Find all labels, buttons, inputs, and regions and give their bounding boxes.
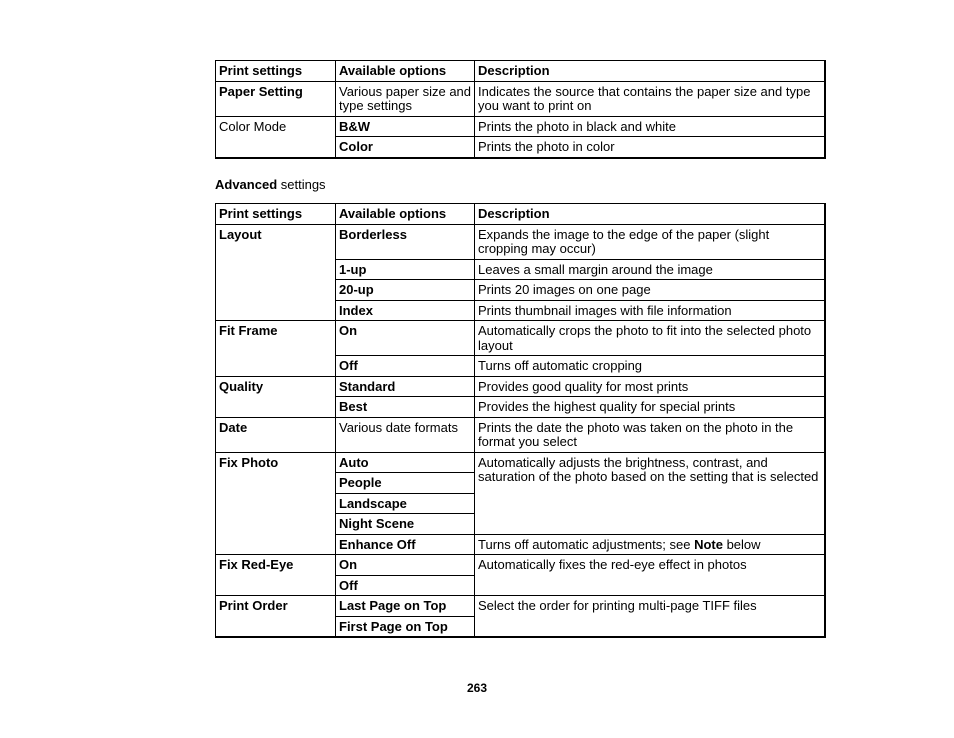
setting-fit-frame: Fit Frame [216, 321, 336, 377]
option-cell: Standard [336, 376, 475, 397]
description-text: below [722, 536, 761, 552]
option-cell: On [336, 555, 475, 576]
description-cell: Automatically adjusts the brightness, contrast, and saturation of the photo based on the setting that is selected [475, 452, 825, 534]
option-cell: B&W [336, 116, 475, 137]
table-row [216, 321, 825, 356]
table-row [216, 116, 825, 137]
table-row [216, 417, 825, 452]
table-row [216, 224, 825, 259]
heading-bold: Advanced [215, 177, 278, 192]
description-cell: Turns off automatic cropping [475, 356, 825, 377]
description-cell: Prints the date the photo was taken on the photo in the format you select [475, 417, 825, 452]
option-cell: Auto [336, 452, 475, 473]
table-row [216, 81, 825, 116]
note-reference: Note [694, 536, 723, 552]
header-description: Description [475, 61, 825, 82]
description-cell: Automatically crops the photo to fit into the selected photo layout [475, 321, 825, 356]
option-cell: On [336, 321, 475, 356]
description-text: Turns off automatic adjustments; see [478, 536, 695, 552]
setting-fix-red-eye: Fix Red-Eye [216, 555, 336, 596]
description-cell: Provides good quality for most prints [475, 376, 825, 397]
table-row [216, 555, 825, 576]
option-cell: Borderless [336, 224, 475, 259]
table-header-row [216, 61, 825, 82]
option-cell: Off [336, 575, 475, 596]
option-cell: Off [336, 356, 475, 377]
table-row [216, 376, 825, 397]
description-cell: Select the order for printing multi-page TIFF files [475, 596, 825, 638]
setting-quality: Quality [216, 376, 336, 417]
option-cell: People [336, 473, 475, 494]
option-cell: Night Scene [336, 514, 475, 535]
option-cell: 20-up [336, 280, 475, 301]
setting-fix-photo: Fix Photo [216, 452, 336, 555]
setting-date: Date [216, 417, 336, 452]
header-print-settings: Print settings [216, 204, 336, 225]
option-cell: Color [336, 137, 475, 158]
advanced-settings-heading [215, 177, 326, 192]
option-cell: 1-up [336, 259, 475, 280]
option-cell: Last Page on Top [336, 596, 475, 617]
table-header-row [216, 204, 825, 225]
setting-color-mode: Color Mode [216, 116, 336, 158]
description-cell: Prints 20 images on one page [475, 280, 825, 301]
description-cell: Expands the image to the edge of the paper (slight cropping may occur) [475, 224, 825, 259]
description-cell: Prints thumbnail images with file information [475, 300, 825, 321]
option-cell: Landscape [336, 493, 475, 514]
option-cell: Best [336, 397, 475, 418]
description-cell: Automatically fixes the red-eye effect in photos [475, 555, 825, 596]
setting-layout: Layout [216, 224, 336, 321]
description-cell: Prints the photo in color [475, 137, 825, 158]
option-cell: Various paper size and type settings [336, 81, 475, 116]
description-cell: Indicates the source that contains the paper size and type you want to print on [475, 81, 825, 116]
option-cell: Index [336, 300, 475, 321]
description-cell: Prints the photo in black and white [475, 116, 825, 137]
option-cell: Enhance Off [336, 534, 475, 555]
heading-rest: settings [277, 177, 326, 192]
advanced-settings-table [215, 203, 826, 638]
option-cell: First Page on Top [336, 616, 475, 637]
description-cell [475, 534, 825, 555]
page-number: 263 [466, 681, 488, 695]
header-print-settings: Print settings [216, 61, 336, 82]
print-settings-table [215, 60, 826, 159]
header-description: Description [475, 204, 825, 225]
table-row [216, 596, 825, 617]
option-cell: Various date formats [336, 417, 475, 452]
header-available-options: Available options [336, 61, 475, 82]
description-cell: Leaves a small margin around the image [475, 259, 825, 280]
setting-paper-setting: Paper Setting [216, 81, 336, 116]
setting-print-order: Print Order [216, 596, 336, 638]
header-available-options: Available options [336, 204, 475, 225]
description-cell: Provides the highest quality for special prints [475, 397, 825, 418]
table-row [216, 452, 825, 473]
